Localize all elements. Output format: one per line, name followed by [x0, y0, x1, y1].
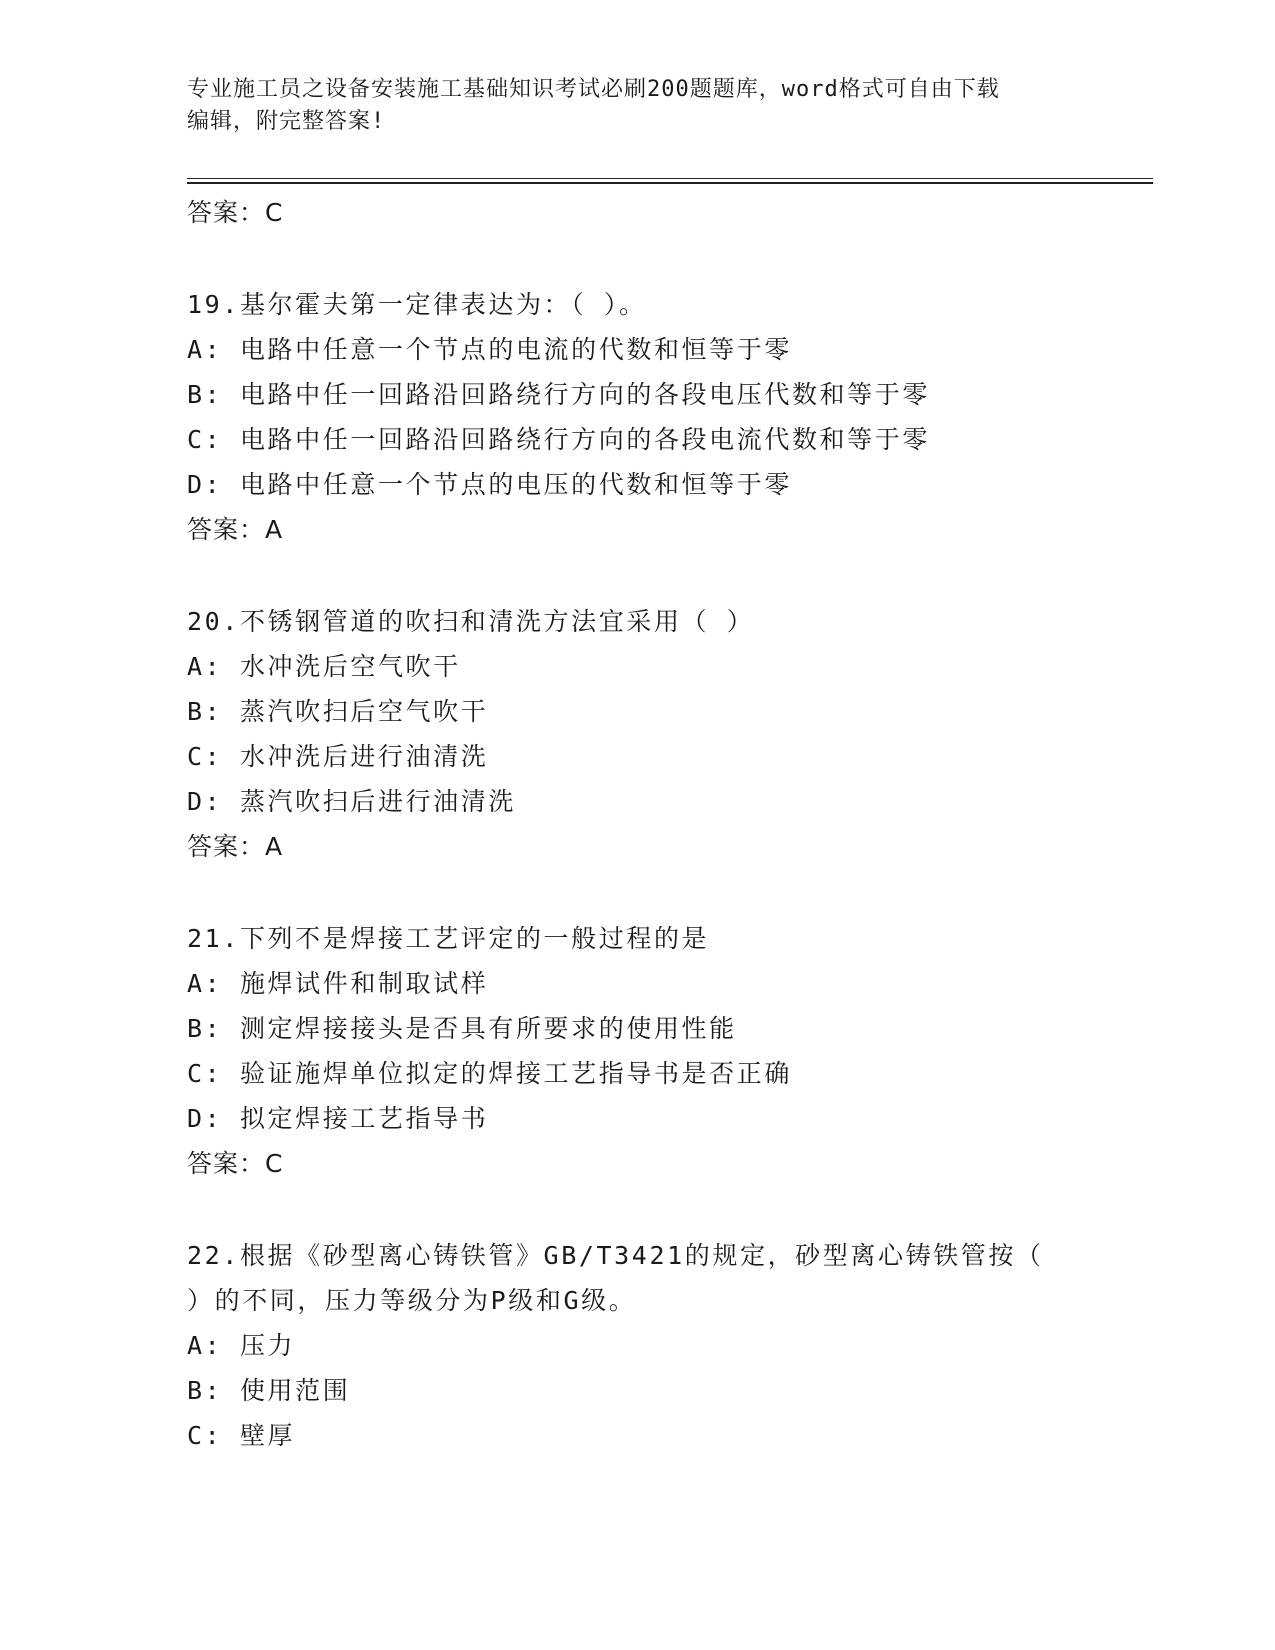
answer-line: 答案：A	[187, 832, 284, 861]
question-stem: 21.下列不是焊接工艺评定的一般过程的是	[187, 924, 710, 953]
option-c: C: 水冲洗后进行油清洗	[187, 742, 489, 771]
question-stem: 20.不锈钢管道的吹扫和清洗方法宜采用（ ）	[187, 607, 755, 636]
option-d: D: 拟定焊接工艺指导书	[187, 1104, 489, 1133]
question-21	[187, 916, 1147, 1186]
question-22	[187, 1233, 1147, 1458]
option-d: D: 电路中任意一个节点的电压的代数和恒等于零	[187, 470, 792, 499]
answer-line: 答案：C	[187, 1149, 284, 1178]
header-line-1: 专业施工员之设备安装施工基础知识考试必刷200题题库，word格式可自由下载	[187, 77, 1000, 102]
option-d: D: 蒸汽吹扫后进行油清洗	[187, 787, 516, 816]
header-line-2: 编辑，附完整答案!	[187, 109, 386, 134]
option-a: A: 电路中任意一个节点的电流的代数和恒等于零	[187, 335, 792, 364]
question-19	[187, 282, 1147, 552]
question-stem-line-2: ）的不同，压力等级分为P级和G级。	[187, 1286, 637, 1315]
question-stem-line-1: 22.根据《砂型离心铸铁管》GB/T3421的规定，砂型离心铸铁管按（	[187, 1241, 1044, 1270]
option-a: A: 压力	[187, 1331, 296, 1360]
option-c: C: 验证施焊单位拟定的焊接工艺指导书是否正确	[187, 1059, 792, 1088]
header-divider-thick	[187, 182, 1153, 184]
option-c: C: 壁厚	[187, 1421, 296, 1450]
option-a: A: 施焊试件和制取试样	[187, 969, 489, 998]
option-b: B: 蒸汽吹扫后空气吹干	[187, 697, 489, 726]
header-divider-thin	[187, 178, 1153, 179]
answer-line: 答案：C	[187, 198, 284, 227]
question-list	[187, 190, 1147, 1458]
option-b: B: 测定焊接接头是否具有所要求的使用性能	[187, 1014, 737, 1043]
document-header	[187, 74, 1087, 138]
option-a: A: 水冲洗后空气吹干	[187, 652, 461, 681]
answer-line: 答案：A	[187, 515, 284, 544]
option-b: B: 电路中任一回路沿回路绕行方向的各段电压代数和等于零	[187, 380, 930, 409]
question-20	[187, 599, 1147, 869]
option-b: B: 使用范围	[187, 1376, 351, 1405]
option-c: C: 电路中任一回路沿回路绕行方向的各段电流代数和等于零	[187, 425, 930, 454]
question-stem: 19.基尔霍夫第一定律表达为：（ ）。	[187, 290, 647, 319]
